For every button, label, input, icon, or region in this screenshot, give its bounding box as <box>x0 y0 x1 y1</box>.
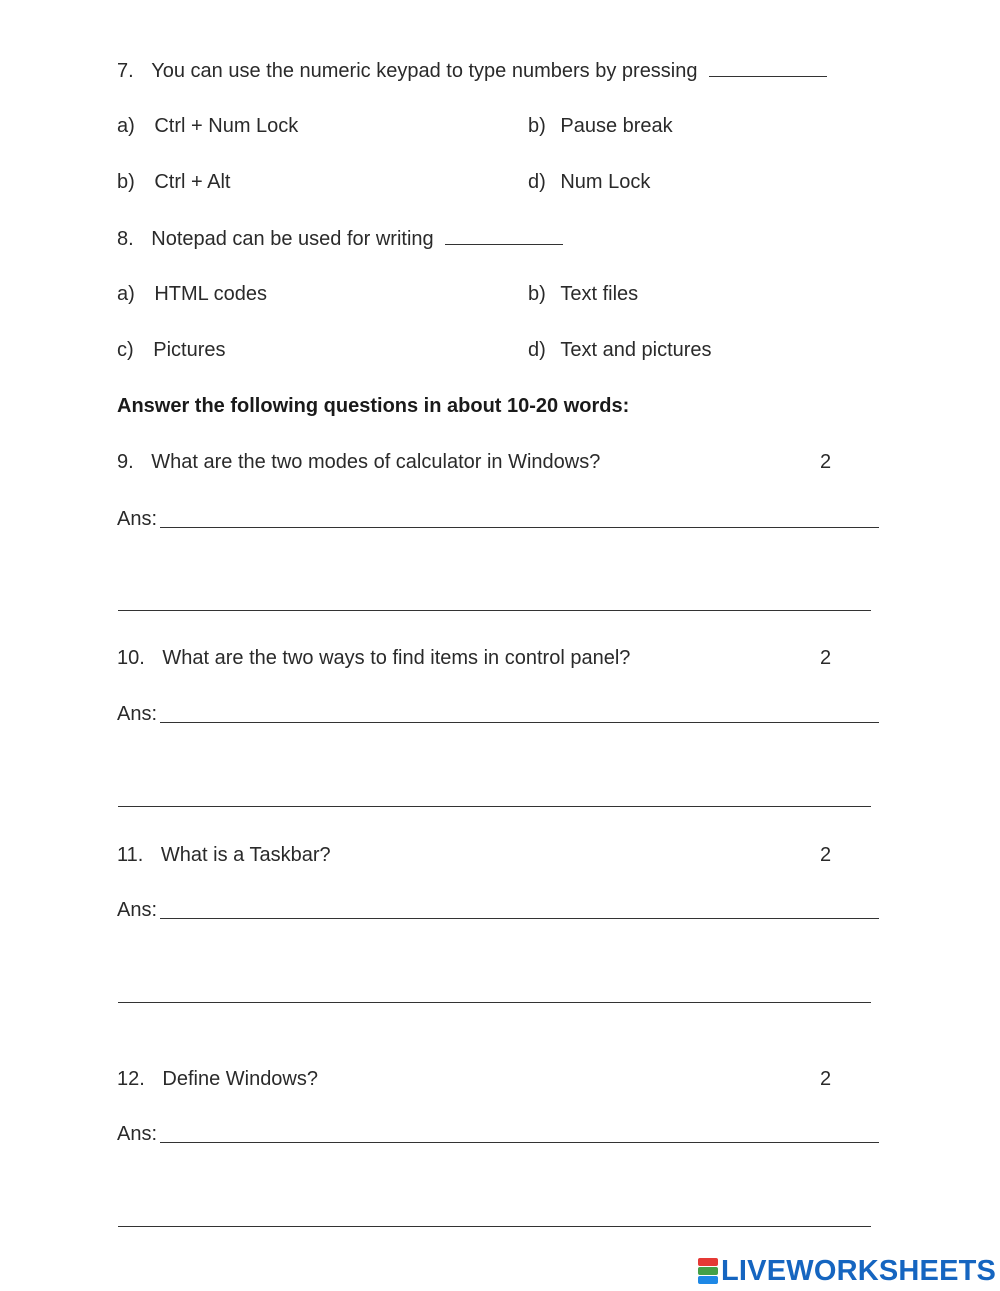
option-8b[interactable] <box>528 282 638 306</box>
option-letter: d) <box>528 339 546 361</box>
marks: 2 <box>820 647 832 669</box>
option-text: Pictures <box>153 339 226 361</box>
question-text: You can use the numeric keypad to type numbers by pressing <box>151 60 698 82</box>
question-7 <box>117 58 827 83</box>
question-8 <box>117 226 563 251</box>
option-letter: b) <box>528 283 546 305</box>
ans-label: Ans: <box>117 1123 158 1145</box>
option-text: Num Lock <box>560 171 651 193</box>
answer-line[interactable] <box>160 918 879 919</box>
question-11 <box>117 843 331 867</box>
answer-line[interactable] <box>118 1002 871 1003</box>
answer-line[interactable] <box>118 806 871 807</box>
logo-block-blue <box>698 1276 718 1284</box>
question-text: What are the two ways to find items in control panel? <box>162 647 631 669</box>
option-7b[interactable] <box>528 114 673 138</box>
question-12 <box>117 1067 318 1091</box>
answer-blank[interactable] <box>709 58 827 77</box>
logo-icon <box>698 1258 718 1284</box>
logo-text: LIVEWORKSHEETS <box>721 1254 997 1287</box>
question-number: 12. <box>117 1068 145 1090</box>
marks: 2 <box>820 451 832 473</box>
section-heading: Answer the following questions in about 10-20 words: <box>117 395 630 417</box>
question-text: What is a Taskbar? <box>160 844 331 866</box>
option-text: Ctrl + Num Lock <box>154 115 299 137</box>
answer-line[interactable] <box>160 527 879 528</box>
option-letter: d) <box>528 171 546 193</box>
question-number: 11. <box>117 844 144 866</box>
ans-label: Ans: <box>117 703 158 725</box>
option-letter: b) <box>117 171 135 193</box>
option-text: Text files <box>560 283 639 305</box>
question-number: 9. <box>117 451 134 473</box>
answer-line[interactable] <box>118 1226 871 1227</box>
logo-block-green <box>698 1267 718 1275</box>
option-7c[interactable] <box>117 170 231 194</box>
ans-label: Ans: <box>117 899 158 921</box>
option-8c[interactable] <box>117 338 225 362</box>
option-text: HTML codes <box>154 283 267 305</box>
liveworksheets-logo[interactable] <box>698 1255 996 1287</box>
option-text: Pause break <box>560 115 673 137</box>
question-number: 8. <box>117 228 134 250</box>
option-letter: a) <box>117 115 135 137</box>
option-letter: c) <box>117 339 134 361</box>
question-text: Notepad can be used for writing <box>151 228 434 250</box>
answer-line[interactable] <box>118 610 871 611</box>
option-text: Text and pictures <box>560 339 712 361</box>
option-text: Ctrl + Alt <box>154 171 231 193</box>
option-7d[interactable] <box>528 170 650 194</box>
ans-label: Ans: <box>117 508 158 530</box>
option-letter: a) <box>117 283 135 305</box>
question-text: Define Windows? <box>162 1068 318 1090</box>
question-number: 10. <box>117 647 145 669</box>
option-8a[interactable] <box>117 282 267 306</box>
option-8d[interactable] <box>528 338 712 362</box>
answer-blank[interactable] <box>445 226 563 245</box>
question-number: 7. <box>117 60 134 82</box>
question-text: What are the two modes of calculator in Windows? <box>151 451 601 473</box>
answer-line[interactable] <box>160 1142 879 1143</box>
marks: 2 <box>820 1068 832 1090</box>
answer-line[interactable] <box>160 722 879 723</box>
option-7a[interactable] <box>117 114 298 138</box>
logo-block-red <box>698 1258 718 1266</box>
marks: 2 <box>820 844 832 866</box>
question-9 <box>117 450 600 474</box>
option-letter: b) <box>528 115 546 137</box>
question-10 <box>117 646 630 670</box>
